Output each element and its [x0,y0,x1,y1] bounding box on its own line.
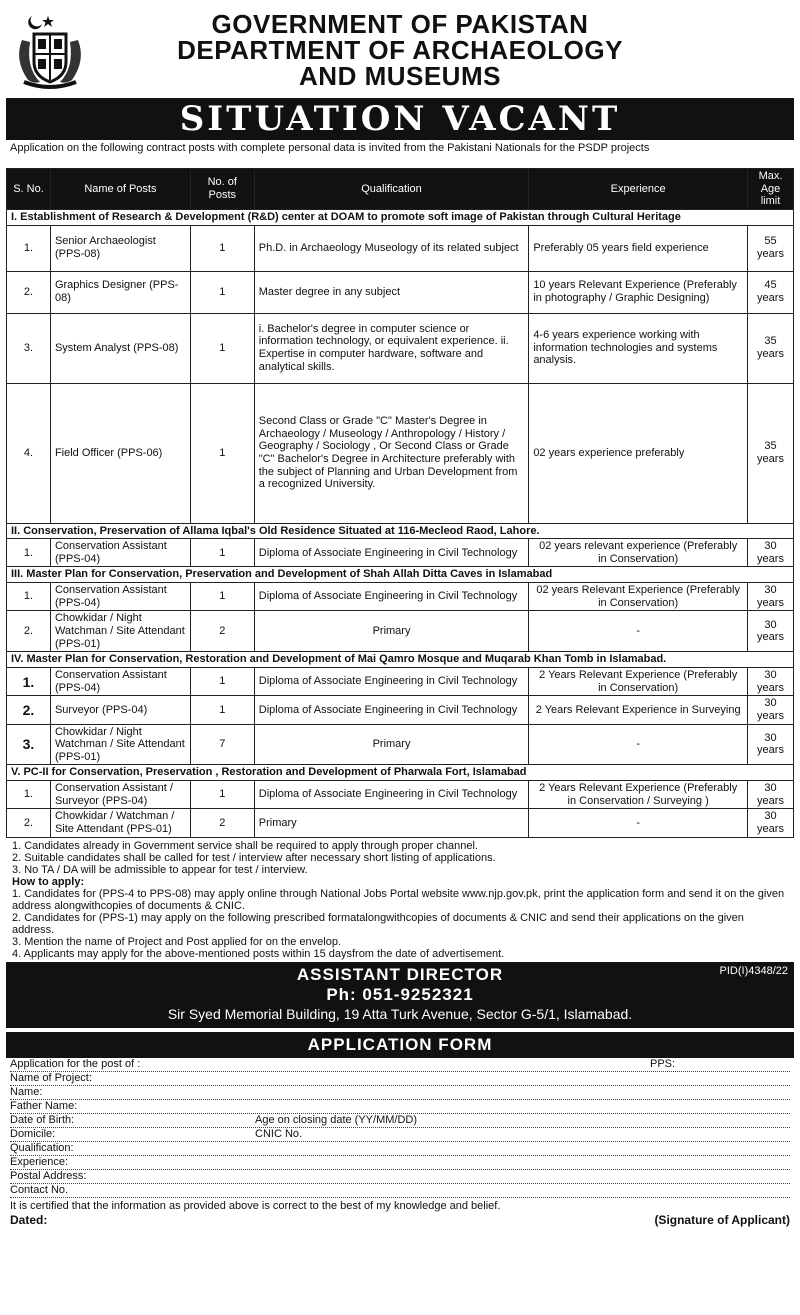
cell-post: Chowkidar / Watchman / Site Attendant (PPS-01) [50,809,190,837]
cell-qualification: Diploma of Associate Engineering in Civil Technology [254,539,529,567]
contact-phone: Ph: 051-9252321 [326,984,474,1004]
cell-age: 30 years [748,809,794,837]
cell-sno: 1. [7,583,51,611]
application-form [6,1058,794,1198]
cell-count: 1 [190,583,254,611]
form-row [10,1142,790,1156]
cell-post: Chowkidar / Night Watchman / Site Attendant (PPS-01) [50,724,190,765]
cell-sno: 3. [7,724,51,765]
table-row [7,809,794,837]
cell-post: Conservation Assistant / Surveyor (PPS-04) [50,781,190,809]
intro-text: Application on the following contract posts with complete personal data is invited from the Pakistani Nationals for the PSDP projects [10,142,650,154]
cell-count: 1 [190,539,254,567]
cell-post: Surveyor (PPS-04) [50,696,190,724]
cell-qualification: Diploma of Associate Engineering in Civil Technology [254,667,529,695]
apply-item: 2. Candidates for (PPS-1) may apply on the following prescribed formatalongwithcopies of documents & CNIC and send their applications on the given address. [12,911,744,936]
cell-experience: 2 Years Relevant Experience in Surveying [529,696,748,724]
form-row [10,1156,790,1170]
cell-qualification: Diploma of Associate Engineering in Civil Technology [254,781,529,809]
cell-experience: 02 years Relevant Experience (Preferably in Conservation) [529,583,748,611]
cell-experience: Preferably 05 years field experience [529,225,748,271]
cell-post: Senior Archaeologist (PPS-08) [50,225,190,271]
col-age: Max. Age limit [748,169,794,210]
cell-experience: 02 years experience preferably [529,383,748,523]
cell-qualification: Diploma of Associate Engineering in Civil Technology [254,583,529,611]
postal-address-field[interactable] [255,1170,790,1183]
cell-count: 1 [190,225,254,271]
cell-sno: 4. [7,383,51,523]
table-header-row [7,169,794,210]
posts-table [6,168,794,838]
contact-title: ASSISTANT DIRECTOR [296,964,504,984]
col-qualification: Qualification [254,169,529,210]
form-row [10,1114,790,1128]
cell-count: 1 [190,781,254,809]
cell-qualification: Primary [254,724,529,765]
cell-post: Conservation Assistant (PPS-04) [50,583,190,611]
apply-item: 4. Applicants may apply for the above-mentioned posts within 15 daysfrom the date of advertisement. [12,947,505,960]
cell-qualification: Second Class or Grade "C" Master's Degree in Archaeology / Museology / Anthropology / History / Geography / Sociology , Or Second Class or Grade "C" Bachelor's Degree in Architecture preferably with the subject of Planning and Urban Development from a recognized University. [254,383,529,523]
cell-post: Conservation Assistant (PPS-04) [50,667,190,695]
contact-block [6,962,794,1028]
table-row [7,383,794,523]
table-row [7,724,794,765]
experience-field[interactable] [255,1156,790,1169]
form-row [10,1128,790,1142]
cell-post: System Analyst (PPS-08) [50,313,190,383]
table-row [7,667,794,695]
cell-qualification: i. Bachelor's degree in computer science or information technology, or equivalent experience. ii. Expertise in computer hardware, software and analytical skills. [254,313,529,383]
cell-count: 1 [190,271,254,313]
cell-qualification: Primary [254,809,529,837]
section-title: II. Conservation, Preservation of Allama Iqbal's Old Residence Situated at 116-Mecleod Raod, Lahore. [7,523,794,539]
cell-post: Chowkidar / Night Watchman / Site Attendant (PPS-01) [50,611,190,652]
contact-no-label: Contact No. [10,1183,69,1196]
name-field[interactable] [255,1086,790,1099]
cell-age: 35 years [748,383,794,523]
table-row [7,225,794,271]
cell-experience: 4-6 years experience working with information technologies and systems analysis. [529,313,748,383]
section-title: III. Master Plan for Conservation, Preservation and Development of Shah Allah Ditta Caves in Islamabad [7,567,794,583]
col-experience: Experience [529,169,748,210]
qualification-field[interactable] [255,1142,790,1155]
application-form-title: APPLICATION FORM [6,1032,794,1058]
cell-sno: 1. [7,539,51,567]
form-row [10,1100,790,1114]
post-label: Application for the post of : [10,1057,141,1070]
project-field[interactable] [255,1072,790,1085]
table-row [7,781,794,809]
cell-age: 30 years [748,611,794,652]
table-row [7,696,794,724]
form-row [10,1184,790,1198]
section-title: IV. Master Plan for Conservation, Restoration and Development of Mai Qamro Mosque and Muqarab Khan Tomb in Islamabad. [7,652,794,668]
cell-age: 30 years [748,667,794,695]
cell-experience: 02 years relevant experience (Preferably in Conservation) [529,539,748,567]
contact-address: Sir Syed Memorial Building, 19 Atta Turk Avenue, Sector G-5/1, Islamabad. [167,1005,633,1022]
situation-vacant-banner: SITUATION VACANT [6,98,794,140]
note-item: 1. Candidates already in Government service shall be required to apply through proper channel. [12,839,478,852]
col-post: Name of Posts [50,169,190,210]
project-label: Name of Project: [10,1071,92,1084]
table-row [7,271,794,313]
cell-age: 30 years [748,724,794,765]
cell-qualification: Ph.D. in Archaeology Museology of its related subject [254,225,529,271]
section-title: I. Establishment of Research & Development (R&D) center at DOAM to promote soft image of Pakistan through Cultural Heritage [7,209,794,225]
dated-label: Dated: [10,1213,48,1228]
cell-count: 1 [190,313,254,383]
col-count: No. of Posts [190,169,254,210]
table-row [7,313,794,383]
cell-sno: 2. [7,809,51,837]
cell-sno: 2. [7,271,51,313]
cell-experience: 2 Years Relevant Experience (Preferably in Conservation) [529,667,748,695]
cell-post: Conservation Assistant (PPS-04) [50,539,190,567]
note-item: 2. Suitable candidates shall be called for test / interview after necessary short listing of applications. [12,851,496,864]
cell-sno: 1. [7,667,51,695]
cell-experience: 2 Years Relevant Experience (Preferably in Conservation / Surveying ) [529,781,748,809]
cell-count: 2 [190,809,254,837]
cell-qualification: Primary [254,611,529,652]
pps-label: PPS: [650,1057,676,1070]
certification-text: It is certified that the information as provided above is correct to the best of my knowledge and belief. [10,1199,501,1212]
cell-age: 30 years [748,781,794,809]
contact-no-field[interactable] [255,1184,790,1197]
cell-age: 30 years [748,539,794,567]
post-field[interactable] [255,1058,650,1071]
cell-count: 2 [190,611,254,652]
cell-post: Field Officer (PPS-06) [50,383,190,523]
dob-label: Date of Birth: [10,1113,75,1126]
title-line-2: DEPARTMENT OF ARCHAEOLOGY [177,35,623,65]
note-item: 3. No TA / DA will be admissible to appear for test / interview. [12,863,308,876]
cell-age: 55 years [748,225,794,271]
cell-age: 45 years [748,271,794,313]
experience-label: Experience: [10,1155,69,1168]
cell-sno: 1. [7,781,51,809]
title-line-3: AND MUSEUMS [299,61,501,91]
cell-qualification: Master degree in any subject [254,271,529,313]
domicile-label: Domicile: [10,1127,56,1140]
cell-experience: - [529,611,748,652]
form-row [10,1086,790,1100]
section-title: V. PC-II for Conservation, Preservation , Restoration and Development of Pharwala Fort, Islamabad [7,765,794,781]
form-row [10,1058,790,1072]
cell-experience: - [529,724,748,765]
cell-sno: 2. [7,696,51,724]
table-row [7,539,794,567]
cell-age: 35 years [748,313,794,383]
pid-number: PID(I)4348/22 [719,964,788,977]
apply-item: 1. Candidates for (PPS-4 to PPS-08) may apply online through National Jobs Portal website www.njp.gov.pk, print the application form and send it on the given address alongwithcopies of documents & CNIC. [12,887,785,912]
title-line-1: GOVERNMENT OF PAKISTAN [211,9,589,39]
signature-row [6,1214,794,1228]
cell-experience: - [529,809,748,837]
form-row [10,1170,790,1184]
apply-item: 3. Mention the name of Project and Post applied for on the envelop. [12,935,341,948]
department-titles [90,11,710,89]
how-to-apply-heading: How to apply: [12,875,85,888]
signature-label: (Signature of Applicant) [654,1213,790,1228]
cell-qualification: Diploma of Associate Engineering in Civil Technology [254,696,529,724]
cell-count: 1 [190,696,254,724]
cell-count: 7 [190,724,254,765]
form-row [10,1072,790,1086]
cell-age: 30 years [748,583,794,611]
cell-count: 1 [190,667,254,695]
state-emblem-icon [10,10,90,90]
cell-age: 30 years [748,696,794,724]
cell-sno: 3. [7,313,51,383]
father-name-field[interactable] [255,1100,790,1113]
table-row [7,611,794,652]
col-sno: S. No. [7,169,51,210]
table-row [7,583,794,611]
header [6,4,794,96]
cell-sno: 1. [7,225,51,271]
name-label: Name: [10,1085,43,1098]
age-label: Age on closing date (YY/MM/DD) [255,1113,418,1126]
cell-post: Graphics Designer (PPS-08) [50,271,190,313]
qualification-label: Qualification: [10,1141,74,1154]
cell-sno: 2. [7,611,51,652]
cell-count: 1 [190,383,254,523]
cell-experience: 10 years Relevant Experience (Preferably in photography / Graphic Designing) [529,271,748,313]
father-name-label: Father Name: [10,1099,78,1112]
postal-address-label: Postal Address: [10,1169,87,1182]
notes-section [6,838,794,962]
cnic-label: CNIC No. [255,1127,303,1140]
